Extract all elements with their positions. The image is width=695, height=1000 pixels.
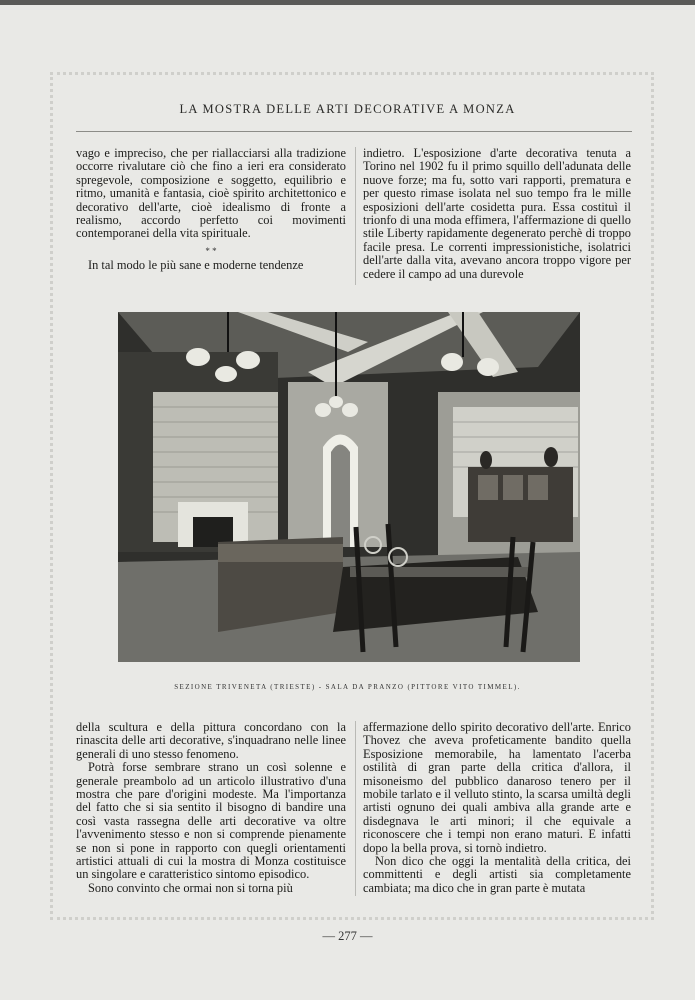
paragraph: Non dico che oggi la mentalità della critica, dei committenti e degli artisti sia completamente cambiata; ma dico che in gran parte è mutata — [363, 854, 631, 895]
page-number: — 277 — — [322, 929, 373, 943]
paragraph: affermazione dello spirito decorativo dell'arte. Enrico Thovez che aveva profeticamente bandito quella Esposizione memorabile, ha lamentato l'acerba ostilità di gran parte della critica d'allora, il misoneismo del pubblico danaroso tenero per il mobile tarlato e il velluto stinto, la scarsa umiltà degli artisti ognuno dei quali ambiva alla grande arte e disdegnava le arti minori; il che equivale a riconoscere che i tempi non erano maturi. E infatti dopo la bella prova, si tornò indietro. — [363, 720, 631, 855]
figure-caption: SEZIONE TRIVENETA (TRIESTE) - SALA DA PRANZO (PITTORE VITO TIMMEL). — [174, 683, 521, 691]
paragraph: vago e impreciso, che per riallacciarsi alla tradizione occorre rivalutare ciò che fino a ieri era considerato spregevole, composizione e soggetto, equilibrio e ritmo, umanità e fantasia, cioè spirito architettonico e decorativo dell'arte, cioè idealismo di fronte a realismo, accordo perfetto coi movimenti contemporanei della vita spirituale. — [76, 146, 346, 241]
lower-left-column — [76, 721, 346, 895]
lower-right-column — [363, 721, 631, 895]
paragraph: Sono convinto che ormai non si torna più — [88, 880, 293, 895]
paragraph: della scultura e della pittura concordano con la rinascita delle arti decorative, s'inquadrano nelle linee generali di uno stesso fenomeno. — [76, 720, 346, 761]
upper-right-column — [363, 147, 631, 281]
paragraph: In tal modo le più sane e moderne tendenze — [88, 257, 304, 272]
running-title: LA MOSTRA DELLE ARTI DECORATIVE A MONZA — [179, 102, 516, 116]
scan-top-edge — [0, 0, 695, 5]
header-rule — [76, 131, 632, 132]
paragraph: indietro. L'esposizione d'arte decorativa tenuta a Torino nel 1902 fu il primo squillo dell'adunata delle nuove forze; ma fu, sotto vari rapporti, prematura e per questo rimase isolata nel suo tempo fra le mille esposizioni dell'arte cosidetta pura. Essa costituì il trionfo di una moda effimera, l'affermazione di quello stile Liberty rapidamente degenerato perchè di troppo facile presa. Le correnti impressionistiche, isolatrici dell'arte dalla vita, avevano ancora troppo vigore per cedere il campo ad una durevole — [363, 146, 631, 281]
column-rule-upper — [355, 147, 356, 285]
paragraph: Potrà forse sembrare strano un così solenne e generale preambolo ad un articolo illustrativo d'una mostra che pare d'origini modeste. Ma l'importanza del fatto che si sia sentito il bisogno di bandire una così vasta rassegna delle arti decorative va oltre l'avvenimento stesso e non si comprende pienamente se non si pone in rapporto con quegli orientamenti artistici attuali di cui la mostra di Monza costituisce un singolare e caratteristico sintomo episodico. — [76, 760, 346, 882]
section-separator: * * — [205, 245, 217, 256]
column-rule-lower — [355, 721, 356, 896]
upper-left-column — [76, 147, 346, 272]
dining-room-photograph — [118, 312, 580, 662]
